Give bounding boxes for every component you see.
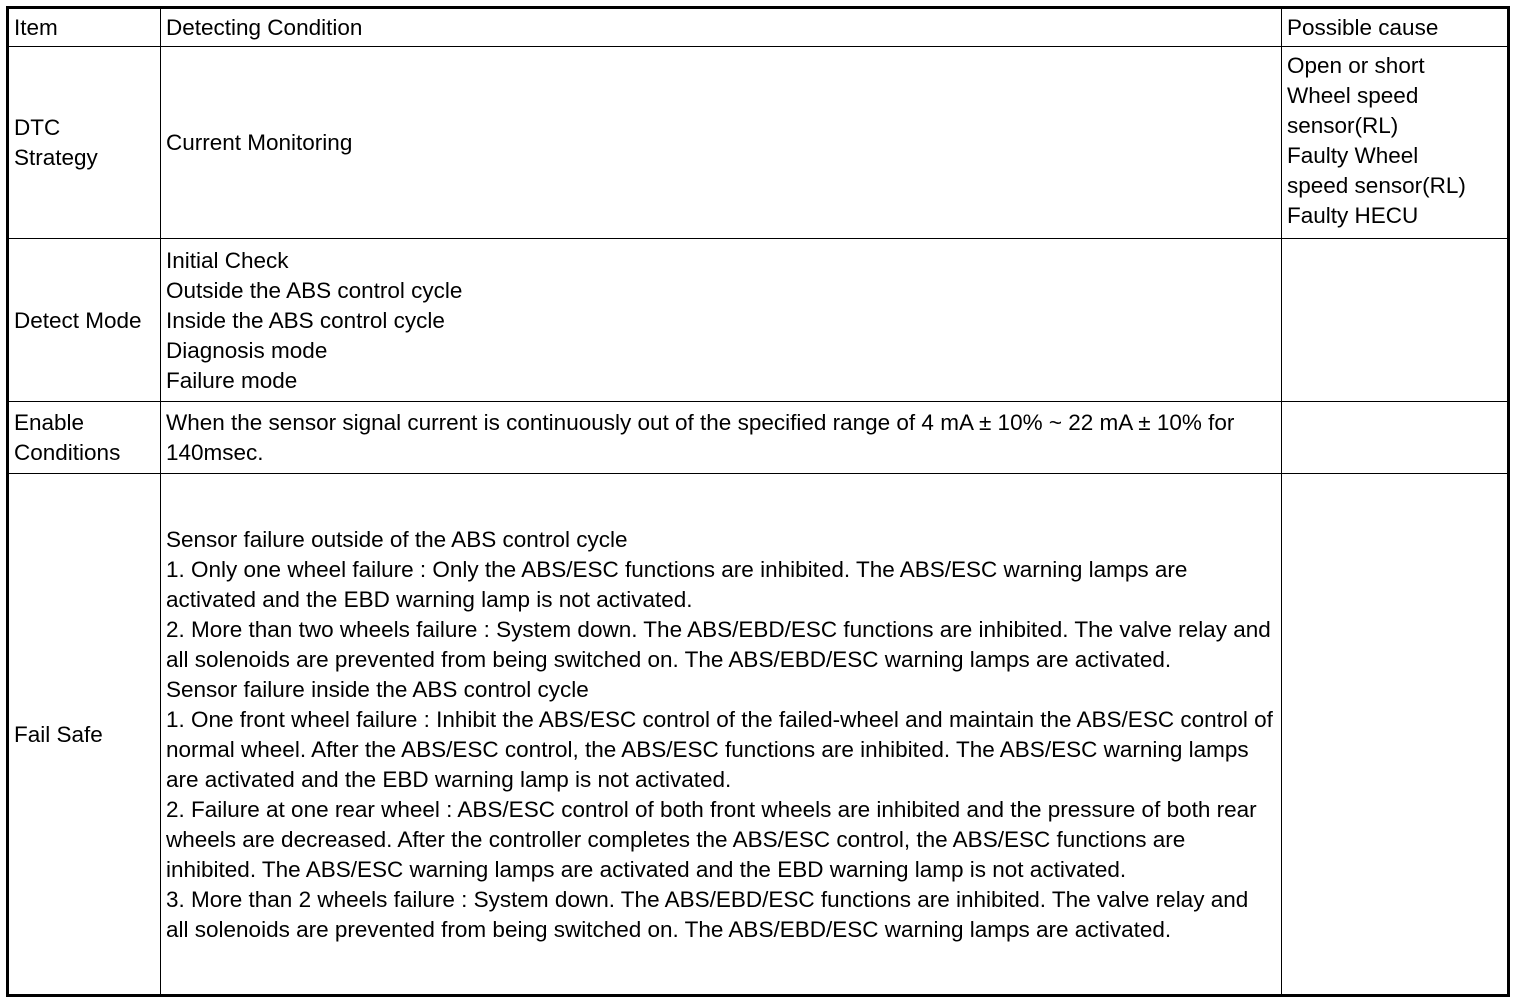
fail-safe-paragraph: Sensor failure outside of the ABS control cycle xyxy=(166,526,628,552)
item-enable-conditions-line: Enable xyxy=(14,410,85,435)
condition-line: Inside the ABS control cycle xyxy=(166,307,445,333)
cause-line: Wheel speed xyxy=(1287,83,1419,108)
condition-line: Initial Check xyxy=(166,247,289,273)
fail-safe-paragraph: 3. More than 2 wheels failure : System down. The ABS/EBD/ESC functions are inhibited. The valve relay and all solenoids are prevented from being switched on. The ABS/EBD/ESC warning lamps are activated. xyxy=(166,886,1249,942)
header-possible-cause: Possible cause xyxy=(1282,8,1509,47)
table-header-row xyxy=(8,8,1509,47)
fail-safe-paragraph: 2. Failure at one rear wheel : ABS/ESC control of both front wheels are inhibited and the pressure of both rear wheels are decreased. After the controller completes the ABS/ESC control, the ABS/ESC functions are inhibited. The ABS/ESC warning lamps are activated and the EBD warning lamp is not activated. xyxy=(166,796,1257,882)
fail-safe-paragraph: 2. More than two wheels failure : System down. The ABS/EBD/ESC functions are inhibited. The valve relay and all solenoids are prevented from being switched on. The ABS/EBD/ESC warning lamps are activated. xyxy=(166,616,1271,672)
cause-enable-conditions xyxy=(1282,402,1509,474)
item-detect-mode: Detect Mode xyxy=(8,239,161,402)
cause-dtc-strategy xyxy=(1282,47,1509,239)
header-item: Item xyxy=(8,8,161,47)
cause-line: Faulty HECU xyxy=(1287,203,1419,228)
fail-safe-paragraph: Sensor failure inside the ABS control cycle xyxy=(166,676,589,702)
fail-safe-paragraph: 1. One front wheel failure : Inhibit the ABS/ESC control of the failed-wheel and maintain the ABS/ESC control of normal wheel. After the ABS/ESC control, the ABS/ESC functions are inhibited. The ABS/ESC warning lamps are activated and the EBD warning lamp is not activated. xyxy=(166,706,1273,792)
table-row-dtc-strategy xyxy=(8,47,1509,239)
header-detecting-condition: Detecting Condition xyxy=(161,8,1282,47)
cause-line: Faulty Wheel xyxy=(1287,143,1419,168)
cause-line: Open or short xyxy=(1287,53,1425,78)
item-dtc-strategy-line: Strategy xyxy=(14,145,98,170)
cause-line: speed sensor(RL) xyxy=(1287,173,1466,198)
condition-line: Outside the ABS control cycle xyxy=(166,277,463,303)
dtc-spec-table xyxy=(6,6,1510,997)
item-dtc-strategy xyxy=(8,47,161,239)
item-enable-conditions-line: Conditions xyxy=(14,440,121,465)
cause-line: sensor(RL) xyxy=(1287,113,1399,138)
item-dtc-strategy-line: DTC xyxy=(14,115,61,140)
table-row-fail-safe xyxy=(8,474,1509,996)
condition-enable-conditions: When the sensor signal current is continuously out of the specified range of 4 mA ± 10% ~ 22 mA ± 10% for 140msec. xyxy=(161,402,1282,474)
cause-fail-safe xyxy=(1282,474,1509,996)
fail-safe-paragraph: 1. Only one wheel failure : Only the ABS/ESC functions are inhibited. The ABS/ESC warning lamps are activated and the EBD warning lamp is not activated. xyxy=(166,556,1188,612)
condition-fail-safe xyxy=(161,474,1282,996)
condition-line: Diagnosis mode xyxy=(166,337,328,363)
item-enable-conditions xyxy=(8,402,161,474)
table-row-detect-mode xyxy=(8,239,1509,402)
cause-detect-mode xyxy=(1282,239,1509,402)
condition-line: Failure mode xyxy=(166,367,298,393)
condition-detect-mode xyxy=(161,239,1282,402)
condition-dtc-strategy: Current Monitoring xyxy=(161,47,1282,239)
item-fail-safe: Fail Safe xyxy=(8,474,161,996)
table-row-enable-conditions xyxy=(8,402,1509,474)
